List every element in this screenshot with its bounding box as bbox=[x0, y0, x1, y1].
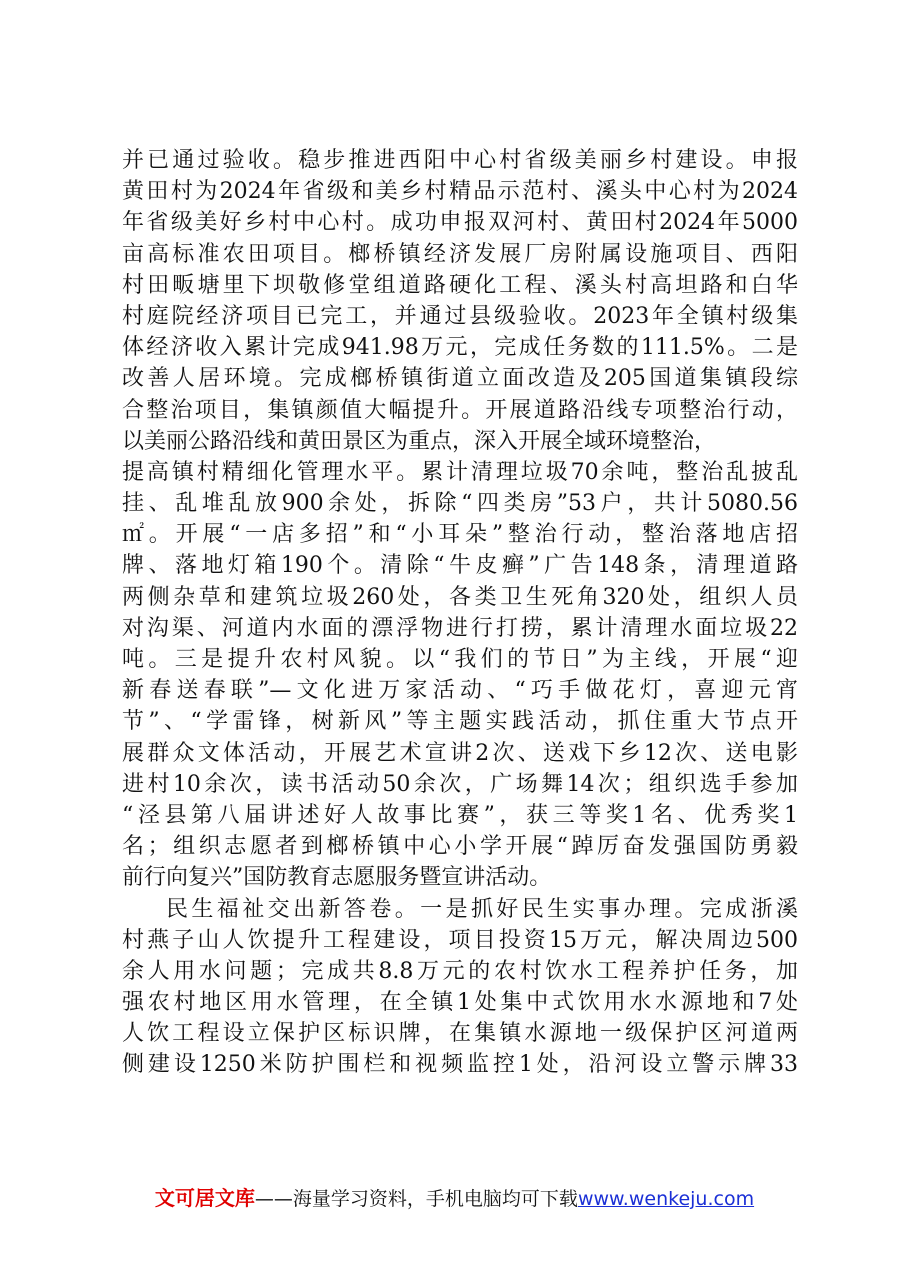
text-line: 展群众文体活动，开展艺术宣讲2次、送戏下乡12次、送电影 bbox=[122, 740, 798, 766]
text-line: 名；组织志愿者到榔桥镇中心小学开展“踔厉奋发强国防勇毅 bbox=[122, 834, 798, 860]
text-line: 提高镇村精细化管理水平。累计清理垃圾70余吨，整治乱披乱 bbox=[122, 459, 798, 485]
text-line: 体经济收入累计完成941.98万元，完成任务数的111.5%。二是 bbox=[122, 335, 798, 361]
text-line: 村燕子山人饮提升工程建设，项目投资15万元，解决周边500 bbox=[122, 927, 798, 953]
body-text bbox=[122, 145, 798, 1081]
text-line: 进村10余次，读书活动50余次，广场舞14次；组织选手参加 bbox=[122, 771, 798, 797]
text-line: 节”、“学雷锋，树新风”等主题实践活动，抓住重大节点开 bbox=[122, 709, 798, 735]
text-line: 吨。三是提升农村风貌。以“我们的节日”为主线，开展“迎 bbox=[122, 647, 798, 672]
text-line: “泾县第八届讲述好人故事比赛”，获三等奖1名、优秀奖1 bbox=[122, 802, 798, 828]
footer-brand: 文可居文库 bbox=[154, 1186, 255, 1210]
text-line: 挂、乱堆乱放900余处，拆除“四类房”53户，共计5080.56 bbox=[122, 491, 798, 517]
footer-slogan: ——海量学习资料，手机电脑均可下载 bbox=[254, 1188, 578, 1210]
text-line: 并已通过验收。稳步推进西阳中心村省级美丽乡村建设。申报 bbox=[122, 148, 798, 173]
text-line: 合整治项目，集镇颜值大幅提升。开展道路沿线专项整治行动， bbox=[122, 397, 798, 423]
text-line: 侧建设1250米防护围栏和视频监控1处，沿河设立警示牌33 bbox=[122, 1052, 798, 1078]
text-line: 村田畈塘里下坝敬修堂组道路硬化工程、溪头村高坦路和白华 bbox=[122, 272, 798, 298]
footer-url-link[interactable]: www.wenkeju.com bbox=[577, 1188, 755, 1210]
text-line: 牌、落地灯箱190个。清除“牛皮癣”广告148条，清理道路 bbox=[122, 553, 798, 579]
text-line: 强农村地区用水管理，在全镇1处集中式饮用水水源地和7处 bbox=[122, 990, 798, 1016]
text-line: 黄田村为2024年省级和美乡村精品示范村、溪头中心村为2024 bbox=[122, 179, 798, 205]
text-line: 新春送春联”—文化进万家活动、“巧手做花灯，喜迎元宵 bbox=[122, 678, 798, 704]
text-line: 以美丽公路沿线和黄田景区为重点，深入开展全域环境整治， bbox=[122, 428, 717, 454]
text-line: 余人用水问题；完成共8.8万元的农村饮水工程养护任务，加 bbox=[122, 958, 798, 984]
text-line: 年省级美好乡村中心村。成功申报双河村、黄田村2024年5000 bbox=[122, 210, 798, 236]
text-line: 改善人居环境。完成榔桥镇街道立面改造及205国道集镇段综 bbox=[122, 366, 798, 392]
text-line: ㎡。开展“一店多招”和“小耳朵”整治行动，整治落地店招 bbox=[122, 522, 798, 548]
footer-banner bbox=[0, 1182, 909, 1211]
text-line: 前行向复兴”国防教育志愿服务暨宣讲活动。 bbox=[122, 865, 552, 891]
text-line: 村庭院经济项目已完工，并通过县级验收。2023年全镇村级集 bbox=[122, 303, 798, 329]
text-line: 亩高标准农田项目。榔桥镇经济发展厂房附属设施项目、西阳 bbox=[122, 241, 798, 267]
text-line: 两侧杂草和建筑垃圾260处，各类卫生死角320处，组织人员 bbox=[122, 584, 798, 610]
text-line: 民生福祉交出新答卷。一是抓好民生实事办理。完成浙溪 bbox=[166, 896, 798, 922]
text-line: 人饮工程设立保护区标识牌，在集镇水源地一级保护区河道两 bbox=[122, 1021, 798, 1047]
text-line: 对沟渠、河道内水面的漂浮物进行打捞，累计清理水面垃圾22 bbox=[122, 615, 798, 641]
